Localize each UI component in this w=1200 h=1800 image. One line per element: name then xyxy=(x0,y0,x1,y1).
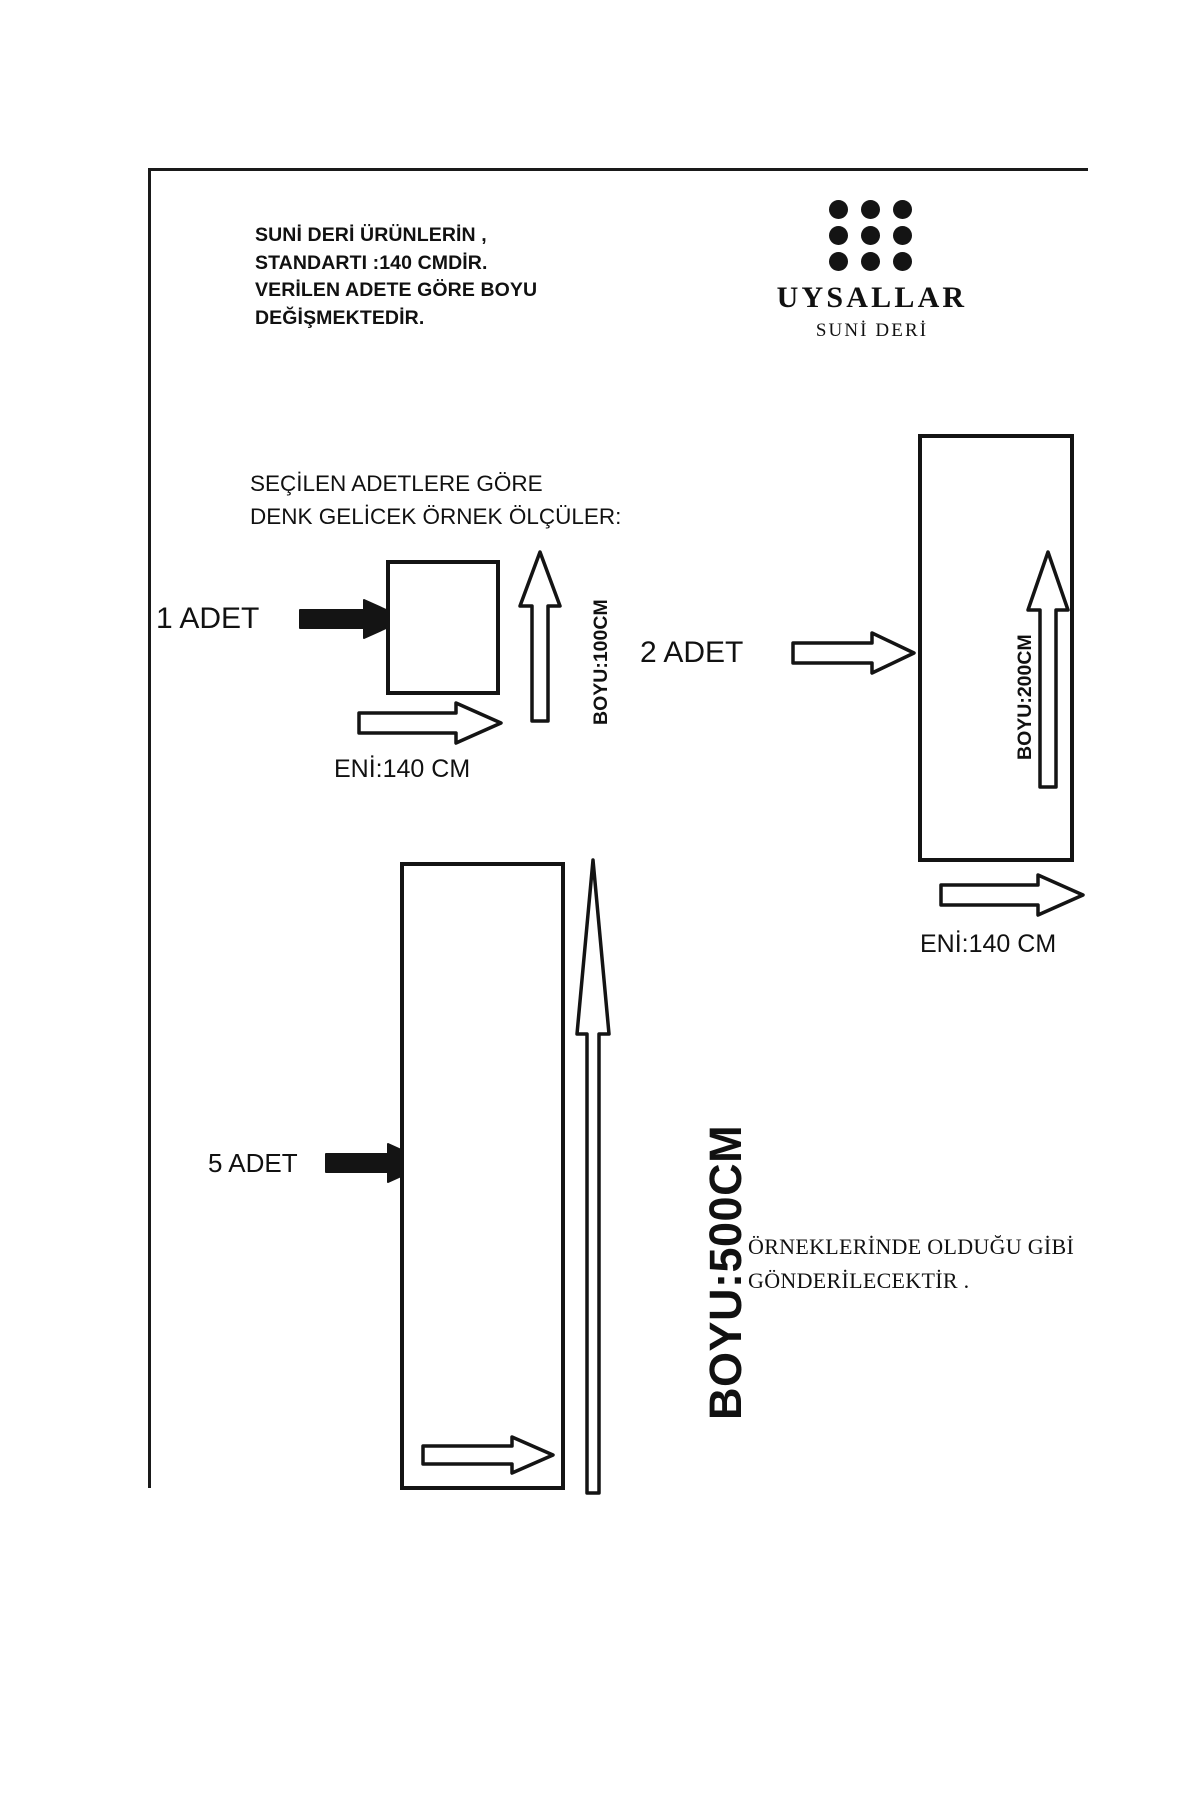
section-heading-line-2: DENK GELİCEK ÖRNEK ÖLÇÜLER: xyxy=(250,503,622,529)
width-arrow-5-adet-icon xyxy=(420,1434,556,1476)
quantity-label-1-adet: 1 ADET xyxy=(156,602,260,635)
swatch-rect-1-adet xyxy=(386,560,500,695)
header-note-line-1: SUNİ DERİ ÜRÜNLERİN , xyxy=(255,224,487,246)
length-arrow-5-adet-icon xyxy=(568,856,618,1496)
length-label-5-adet: BOYU:500CM xyxy=(700,1124,751,1420)
width-label-1-adet: ENİ:140 CM xyxy=(334,755,471,783)
length-label-2-adet: BOYU:200CM xyxy=(1014,634,1036,760)
header-note-line-2: STANDARTI :140 CMDİR. xyxy=(255,251,488,274)
swatch-rect-5-adet xyxy=(400,862,565,1490)
brand-logo xyxy=(752,200,992,342)
logo-dot-icon xyxy=(861,226,880,245)
length-arrow-1-adet-icon xyxy=(516,548,564,724)
logo-dot-icon xyxy=(893,226,912,245)
logo-dot-icon xyxy=(829,200,848,219)
pointer-arrow-2-adet-icon xyxy=(790,630,918,676)
section-heading xyxy=(250,468,621,533)
quantity-label-5-adet: 5 ADET xyxy=(208,1148,298,1178)
logo-dot-icon xyxy=(893,200,912,219)
header-note-line-4: DEĞİŞMEKTEDİR. xyxy=(255,307,425,330)
width-arrow-2-adet-icon xyxy=(938,872,1086,918)
footer-note-line-2: GÖNDERİLECEKTİR . xyxy=(748,1268,970,1294)
logo-dot-grid-icon xyxy=(829,200,915,271)
quantity-label-2-adet: 2 ADET xyxy=(640,636,744,669)
logo-brand-subtitle: SUNİ DERİ xyxy=(815,320,929,341)
length-label-1-adet: BOYU:100CM xyxy=(590,599,612,725)
logo-dot-icon xyxy=(893,252,912,271)
logo-brand-name: UYSALLAR xyxy=(776,281,968,314)
section-heading-line-1: SEÇİLEN ADETLERE GÖRE xyxy=(250,471,543,496)
logo-dot-icon xyxy=(861,252,880,271)
width-label-2-adet: ENİ:140 CM xyxy=(920,930,1057,958)
footer-note xyxy=(748,1230,1088,1298)
header-note-line-3: VERİLEN ADETE GÖRE BOYU xyxy=(255,279,538,302)
logo-dot-icon xyxy=(829,252,848,271)
logo-dot-icon xyxy=(829,226,848,245)
logo-dot-icon xyxy=(861,200,880,219)
header-note xyxy=(255,222,675,333)
footer-note-line-1: ÖRNEKLERİNDE OLDUĞU GİBİ xyxy=(748,1234,1075,1259)
width-arrow-1-adet-icon xyxy=(356,700,504,746)
